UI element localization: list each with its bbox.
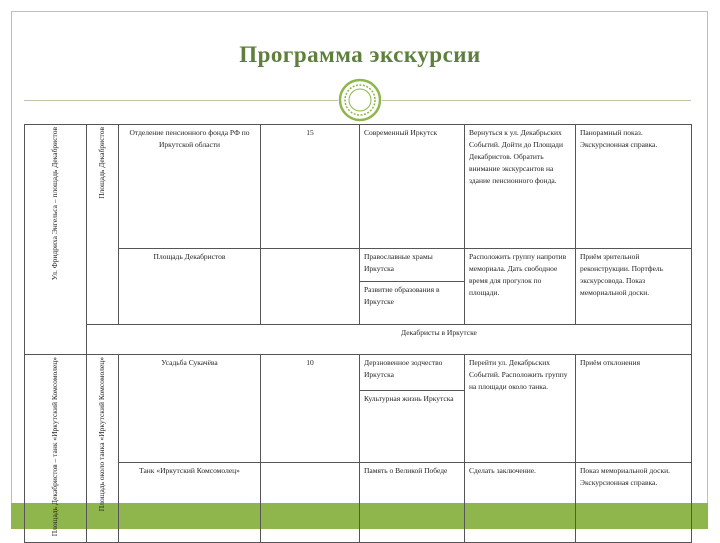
theme-text-2: Культурная жизнь Иркутска xyxy=(364,394,454,403)
object-text: Усадьба Сукачёва xyxy=(161,358,218,367)
organization-text: Расположить группу напротив мемориала. Дать свободное время для прогулок по площади. xyxy=(469,252,567,297)
object-cell xyxy=(119,463,261,543)
method-text: Приём отклонения xyxy=(580,358,641,367)
duration-cell xyxy=(261,125,360,249)
theme-cell xyxy=(360,355,465,463)
organization-cell xyxy=(465,249,576,325)
theme-text: Память о Великой Победе xyxy=(364,466,448,476)
object-text: Танк «Иркутский Комсомолец» xyxy=(139,466,240,476)
theme-cell xyxy=(360,463,465,543)
object-text: Площадь Декабристов xyxy=(153,252,226,261)
method-cell xyxy=(576,355,692,463)
ornament-line-left xyxy=(24,100,338,101)
excursion-program-table xyxy=(24,124,692,543)
stop-cell xyxy=(87,125,119,325)
organization-text: Вернуться к ул. Декабрьских Событий. Дойти до Площади Декабристов. Обратить внимание экскурсантов на здание пенсионного фонда. xyxy=(469,128,563,185)
duration-text: 15 xyxy=(306,128,314,137)
method-cell xyxy=(576,125,692,249)
object-text: Отделение пенсионного фонда РФ по Иркутской области xyxy=(129,128,250,149)
page-title: Программа экскурсии xyxy=(239,42,481,67)
organization-cell xyxy=(465,355,576,463)
wreath-ornament-icon xyxy=(338,78,382,122)
duration-cell xyxy=(261,355,360,463)
method-text: Панорамный показ. Экскурсионная справка. xyxy=(580,128,658,149)
object-cell xyxy=(119,249,261,325)
theme-cell xyxy=(360,125,465,249)
duration-text: 10 xyxy=(306,358,314,367)
organization-cell xyxy=(465,463,576,543)
duration-cell xyxy=(261,463,360,543)
stop-text: Площадь около танка «Иркутский Комсомолец» xyxy=(97,357,107,512)
theme-text-2: Развитие образования в Иркутске xyxy=(364,285,440,306)
ornament-line-right xyxy=(382,100,691,101)
theme-text: Православные храмы Иркутска xyxy=(360,249,464,282)
organization-text: Сделать заключение. xyxy=(469,466,536,476)
object-cell xyxy=(119,125,261,249)
stop-text: Площадь Декабристов xyxy=(97,127,107,199)
organization-cell xyxy=(465,125,576,249)
route-cell xyxy=(25,125,87,355)
route-text: Ул. Фридриха Энгельса – площадь Декабристов xyxy=(50,127,60,281)
route-cell xyxy=(25,355,87,543)
duration-cell xyxy=(261,249,360,325)
method-text: Показ мемориальной доски. Экскурсионная справка. xyxy=(580,466,671,488)
method-cell xyxy=(576,249,692,325)
theme-text: Дерзновенное зодчество Иркутска xyxy=(360,355,464,391)
method-cell xyxy=(576,463,692,543)
method-text: Приём зрительной реконструкции. Портфель экскурсовода. Показ мемориальной доски. xyxy=(580,252,664,297)
subtheme-cell xyxy=(87,325,692,355)
theme-cell xyxy=(360,249,465,325)
theme-text: Современный Иркутск xyxy=(364,128,438,137)
route-text: Площадь Декабристов – танк «Иркутский Комсомолец» xyxy=(50,357,60,537)
organization-text: Перейти ул. Декабрьских Событий. Расположить группу на площади около танка. xyxy=(469,358,568,391)
stop-cell xyxy=(87,355,119,543)
subtheme-text: Декабристы в Иркутске xyxy=(401,328,477,337)
object-cell xyxy=(119,355,261,463)
